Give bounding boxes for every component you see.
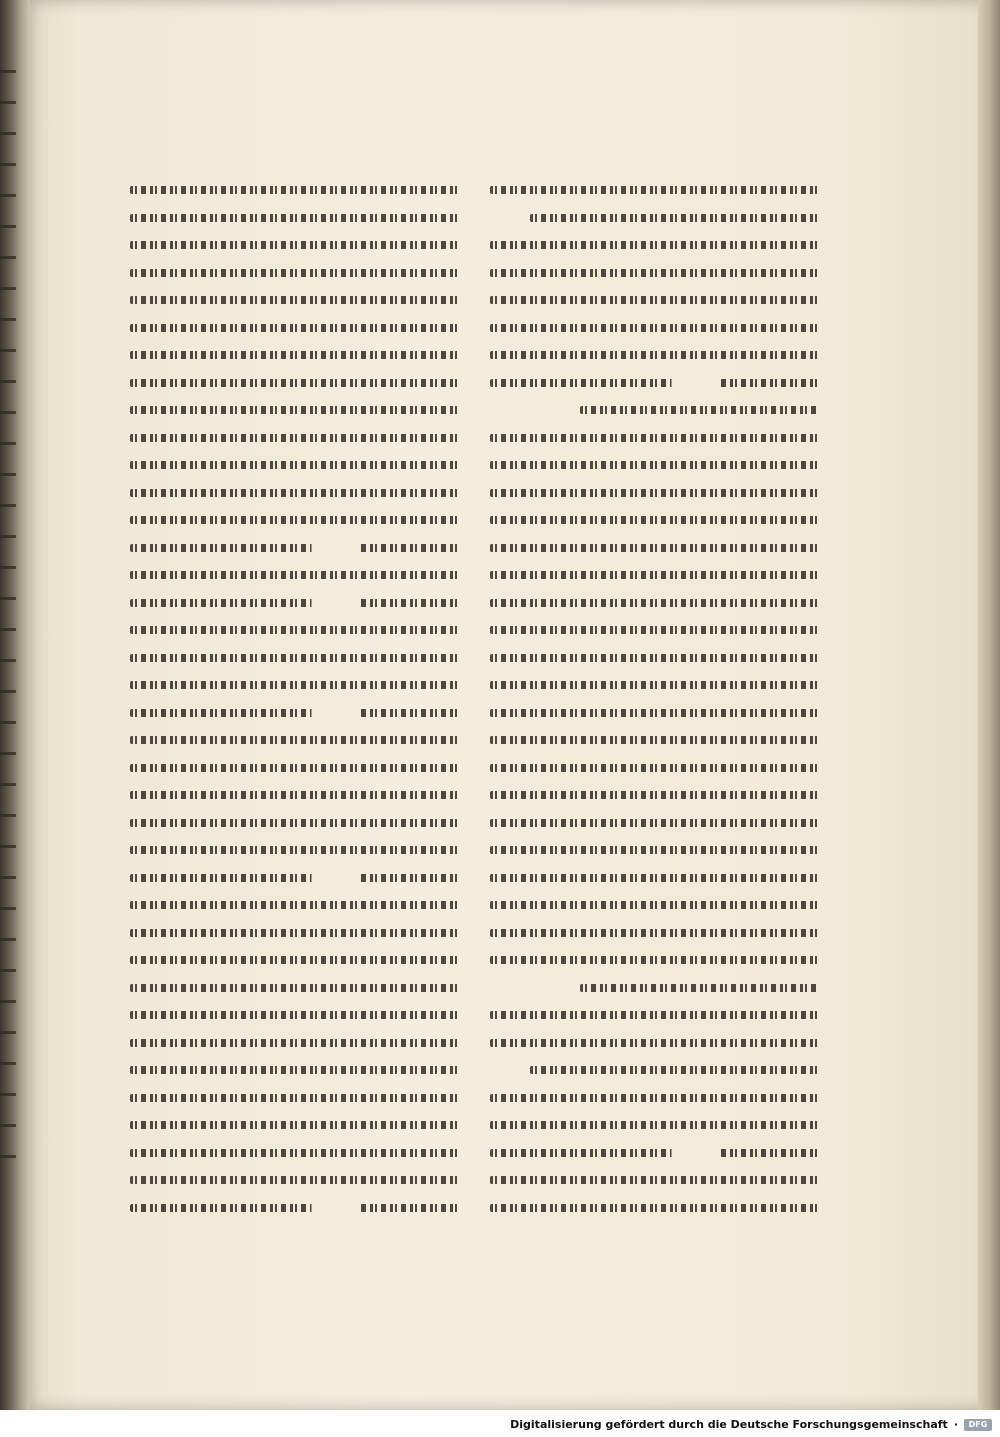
manuscript-line: [485, 345, 820, 365]
handwritten-ink: [490, 351, 820, 359]
handwritten-ink: [490, 874, 820, 882]
handwritten-ink: [130, 764, 460, 772]
manuscript-line: [485, 373, 820, 393]
manuscript-line: [125, 703, 460, 723]
manuscript-line: [125, 538, 460, 558]
manuscript-line: [125, 290, 460, 310]
handwritten-ink: [130, 956, 460, 964]
manuscript-line: [125, 1005, 460, 1025]
text-column-right: [485, 180, 820, 1225]
handwritten-ink: [130, 379, 460, 387]
manuscript-line: [485, 895, 820, 915]
manuscript-line: [485, 400, 820, 420]
handwritten-ink: [490, 544, 820, 552]
handwritten-ink: [130, 241, 460, 249]
manuscript-line: [125, 235, 460, 255]
manuscript-line: [125, 1060, 460, 1080]
manuscript-line: [125, 180, 460, 200]
manuscript-line: [125, 1033, 460, 1053]
manuscript-line: [485, 840, 820, 860]
handwritten-ink: [130, 1094, 460, 1102]
handwritten-ink: [490, 764, 820, 772]
handwritten-ink: [490, 241, 820, 249]
manuscript-line: [485, 1198, 820, 1218]
handwritten-ink: [130, 984, 460, 992]
handwritten-ink: [130, 186, 460, 194]
handwritten-ink: [130, 681, 460, 689]
handwritten-ink: [490, 1011, 820, 1019]
manuscript-line: [485, 1115, 820, 1135]
handwritten-ink: [490, 681, 820, 689]
handwritten-ink: [130, 489, 460, 497]
handwritten-ink: [490, 296, 820, 304]
manuscript-line: [125, 483, 460, 503]
manuscript-line: [485, 758, 820, 778]
handwritten-ink: [130, 654, 460, 662]
handwritten-ink: [580, 406, 820, 414]
manuscript-line: [125, 1115, 460, 1135]
handwritten-ink: [130, 846, 460, 854]
manuscript-line: [125, 675, 460, 695]
handwritten-ink: [130, 571, 460, 579]
handwritten-ink: [130, 1066, 460, 1074]
manuscript-line: [125, 1143, 460, 1163]
handwritten-ink: [130, 1149, 460, 1157]
handwritten-ink: [130, 544, 460, 552]
handwritten-ink: [490, 434, 820, 442]
digitization-credit: [510, 1418, 992, 1431]
handwritten-ink: [130, 819, 460, 827]
manuscript-line: [485, 318, 820, 338]
manuscript-line: [125, 428, 460, 448]
handwritten-ink: [490, 819, 820, 827]
handwritten-ink: [490, 736, 820, 744]
manuscript-line: [125, 730, 460, 750]
handwritten-ink: [130, 214, 460, 222]
manuscript-line: [125, 345, 460, 365]
manuscript-line: [485, 675, 820, 695]
manuscript-line: [125, 758, 460, 778]
handwritten-ink: [130, 1039, 460, 1047]
manuscript-line: [125, 620, 460, 640]
handwritten-ink: [130, 599, 460, 607]
handwritten-ink: [490, 489, 820, 497]
handwritten-ink: [490, 901, 820, 909]
manuscript-line: [485, 1088, 820, 1108]
handwritten-ink: [130, 901, 460, 909]
handwritten-ink: [490, 599, 820, 607]
manuscript-line: [125, 1198, 460, 1218]
handwritten-ink: [490, 1204, 820, 1212]
manuscript-line: [125, 593, 460, 613]
handwritten-ink: [130, 296, 460, 304]
manuscript-line: [485, 1060, 820, 1080]
handwritten-ink: [490, 461, 820, 469]
handwritten-ink: [490, 929, 820, 937]
manuscript-line: [485, 978, 820, 998]
handwritten-ink: [580, 984, 820, 992]
manuscript-line: [485, 180, 820, 200]
handwritten-ink: [490, 956, 820, 964]
handwritten-ink: [130, 1121, 460, 1129]
handwritten-ink: [490, 1094, 820, 1102]
handwritten-ink: [490, 571, 820, 579]
manuscript-line: [125, 785, 460, 805]
manuscript-line: [125, 400, 460, 420]
handwritten-ink: [490, 791, 820, 799]
handwritten-ink: [130, 324, 460, 332]
separator-dot: ·: [953, 1418, 958, 1431]
manuscript-line: [125, 840, 460, 860]
handwritten-ink: [130, 736, 460, 744]
manuscript-line: [125, 648, 460, 668]
handwritten-ink: [490, 626, 820, 634]
manuscript-line: [485, 593, 820, 613]
manuscript-line: [125, 208, 460, 228]
handwritten-ink: [130, 1176, 460, 1184]
manuscript-line: [125, 455, 460, 475]
manuscript-line: [485, 428, 820, 448]
manuscript-line: [485, 1005, 820, 1025]
handwritten-ink: [490, 1121, 820, 1129]
handwritten-ink: [130, 709, 460, 717]
manuscript-line: [485, 510, 820, 530]
manuscript-line: [485, 730, 820, 750]
handwritten-ink: [490, 516, 820, 524]
manuscript-line: [485, 235, 820, 255]
manuscript-line: [125, 1088, 460, 1108]
manuscript-line: [125, 565, 460, 585]
handwritten-ink: [130, 791, 460, 799]
handwritten-ink: [490, 709, 820, 717]
handwritten-ink: [490, 846, 820, 854]
manuscript-line: [485, 1143, 820, 1163]
handwritten-ink: [530, 1066, 820, 1074]
handwritten-ink: [530, 214, 820, 222]
credit-text: Digitalisierung gefördert durch die Deutsche Forschungsgemeinschaft: [510, 1418, 948, 1431]
handwritten-ink: [490, 324, 820, 332]
manuscript-line: [485, 703, 820, 723]
dfg-logo: DFG: [964, 1419, 992, 1431]
manuscript-line: [125, 950, 460, 970]
manuscript-line: [485, 263, 820, 283]
manuscript-line: [485, 1033, 820, 1053]
manuscript-line: [125, 263, 460, 283]
manuscript-line: [485, 620, 820, 640]
manuscript-line: [125, 318, 460, 338]
handwritten-ink: [130, 1011, 460, 1019]
handwritten-ink: [490, 269, 820, 277]
manuscript-line: [125, 895, 460, 915]
manuscript-line: [485, 483, 820, 503]
manuscript-line: [485, 565, 820, 585]
manuscript-line: [485, 813, 820, 833]
manuscript-line: [485, 868, 820, 888]
handwritten-ink: [490, 186, 820, 194]
handwritten-ink: [130, 516, 460, 524]
handwritten-ink: [130, 626, 460, 634]
facing-page-fragment: [0, 40, 22, 1390]
handwritten-ink: [130, 406, 460, 414]
handwritten-ink: [490, 1149, 820, 1157]
manuscript-line: [125, 373, 460, 393]
handwritten-ink: [130, 874, 460, 882]
manuscript-line: [125, 868, 460, 888]
manuscript-line: [485, 950, 820, 970]
handwritten-ink: [130, 1204, 460, 1212]
page-stack-edge: [978, 0, 1000, 1410]
handwritten-ink: [490, 1176, 820, 1184]
handwritten-ink: [130, 461, 460, 469]
manuscript-line: [485, 538, 820, 558]
text-column-left: [125, 180, 460, 1225]
manuscript-line: [485, 455, 820, 475]
manuscript-line: [125, 978, 460, 998]
handwritten-ink: [130, 351, 460, 359]
manuscript-line: [125, 813, 460, 833]
manuscript-line: [485, 923, 820, 943]
manuscript-line: [125, 923, 460, 943]
manuscript-line: [125, 1170, 460, 1190]
manuscript-line: [125, 510, 460, 530]
handwritten-ink: [490, 1039, 820, 1047]
handwritten-ink: [490, 379, 820, 387]
handwritten-ink: [130, 434, 460, 442]
manuscript-line: [485, 1170, 820, 1190]
manuscript-line: [485, 208, 820, 228]
handwritten-ink: [130, 929, 460, 937]
manuscript-line: [485, 785, 820, 805]
manuscript-line: [485, 648, 820, 668]
handwritten-ink: [490, 654, 820, 662]
handwritten-ink: [130, 269, 460, 277]
manuscript-line: [485, 290, 820, 310]
